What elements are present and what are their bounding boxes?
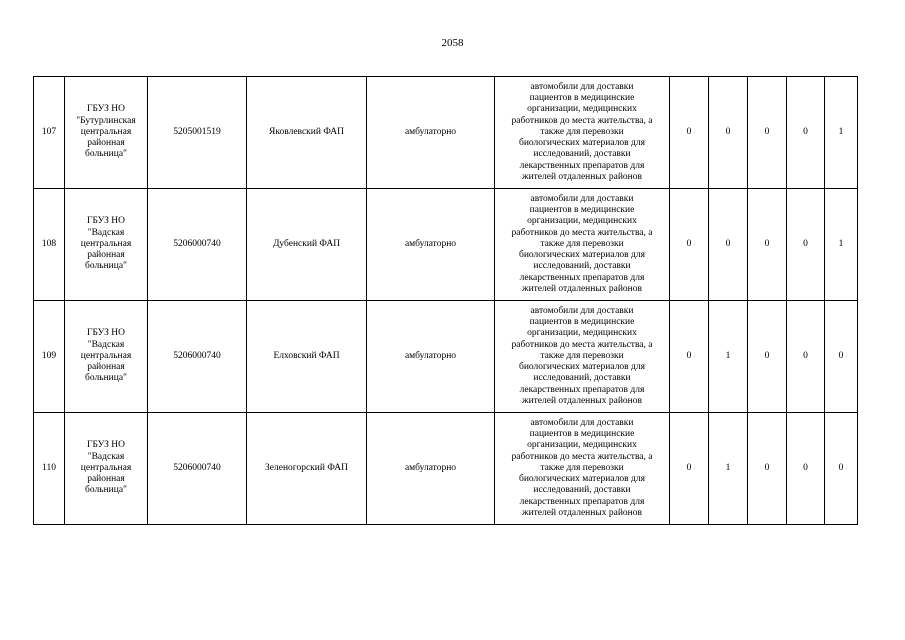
count-cell: 1 <box>825 77 858 189</box>
count-cell: 0 <box>670 413 709 525</box>
vehicle-purpose-cell: автомобили для доставки пациентов в медицинские организации, медицинских работников до места жительства, а также для перевозки биологических материалов для исследований, доставки лекарственных препаратов для жителей отдаленных районов <box>495 413 670 525</box>
count-cell: 1 <box>709 413 748 525</box>
facility-cell: Зеленогорский ФАП <box>247 413 367 525</box>
count-cell: 0 <box>748 413 787 525</box>
count-cell: 0 <box>748 189 787 301</box>
row-number-cell: 107 <box>34 77 65 189</box>
vehicle-purpose-cell: автомобили для доставки пациентов в медицинские организации, медицинских работников до места жительства, а также для перевозки биологических материалов для исследований, доставки лекарственных препаратов для жителей отдаленных районов <box>495 77 670 189</box>
organization-cell: ГБУЗ НО "Вадская центральная районная больница" <box>65 189 148 301</box>
table-row <box>34 413 858 525</box>
count-cell: 0 <box>709 77 748 189</box>
facility-cell: Дубенский ФАП <box>247 189 367 301</box>
organization-cell: ГБУЗ НО "Вадская центральная районная больница" <box>65 413 148 525</box>
count-cell: 0 <box>787 189 825 301</box>
care-type-cell: амбулаторно <box>367 301 495 413</box>
care-type-cell: амбулаторно <box>367 189 495 301</box>
table-row <box>34 189 858 301</box>
row-number-cell: 108 <box>34 189 65 301</box>
care-type-cell: амбулаторно <box>367 413 495 525</box>
count-cell: 0 <box>825 301 858 413</box>
table-row <box>34 77 858 189</box>
vehicle-purpose-cell: автомобили для доставки пациентов в медицинские организации, медицинских работников до места жительства, а также для перевозки биологических материалов для исследований, доставки лекарственных препаратов для жителей отдаленных районов <box>495 301 670 413</box>
page-number: 2058 <box>441 37 464 49</box>
count-cell: 0 <box>787 301 825 413</box>
count-cell: 0 <box>748 77 787 189</box>
row-number-cell: 109 <box>34 301 65 413</box>
organization-cell: ГБУЗ НО "Бутурлинская центральная районная больница" <box>65 77 148 189</box>
row-number-cell: 110 <box>34 413 65 525</box>
count-cell: 0 <box>670 77 709 189</box>
tax-id-cell: 5206000740 <box>148 301 247 413</box>
vehicle-purpose-cell: автомобили для доставки пациентов в медицинские организации, медицинских работников до места жительства, а также для перевозки биологических материалов для исследований, доставки лекарственных препаратов для жителей отдаленных районов <box>495 189 670 301</box>
tax-id-cell: 5206000740 <box>148 189 247 301</box>
facility-cell: Яковлевский ФАП <box>247 77 367 189</box>
count-cell: 0 <box>825 413 858 525</box>
count-cell: 0 <box>709 189 748 301</box>
count-cell: 0 <box>670 189 709 301</box>
count-cell: 0 <box>787 413 825 525</box>
care-type-cell: амбулаторно <box>367 77 495 189</box>
tax-id-cell: 5205001519 <box>148 77 247 189</box>
count-cell: 0 <box>670 301 709 413</box>
count-cell: 0 <box>787 77 825 189</box>
table-row <box>34 301 858 413</box>
organization-cell: ГБУЗ НО "Вадская центральная районная больница" <box>65 301 148 413</box>
vehicle-allocation-table <box>33 76 858 525</box>
tax-id-cell: 5206000740 <box>148 413 247 525</box>
count-cell: 1 <box>709 301 748 413</box>
facility-cell: Елховский ФАП <box>247 301 367 413</box>
count-cell: 1 <box>825 189 858 301</box>
count-cell: 0 <box>748 301 787 413</box>
